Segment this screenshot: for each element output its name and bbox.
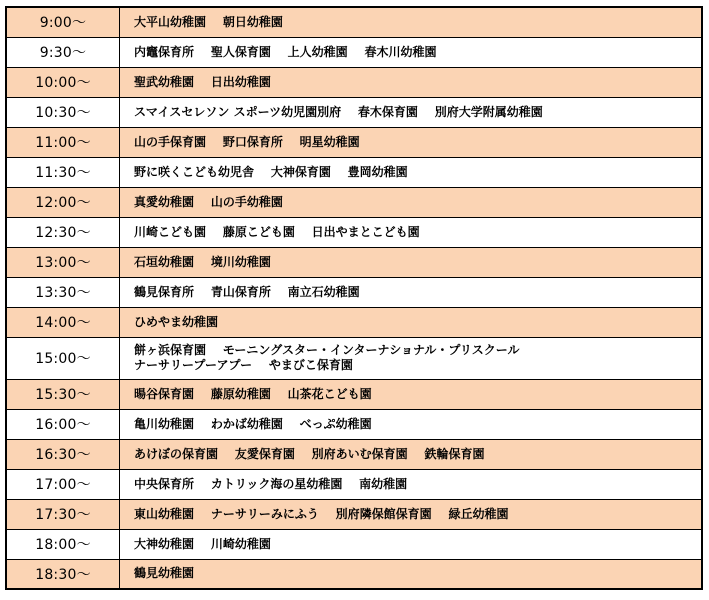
facility-name: 内竈保育所: [134, 44, 195, 59]
schedule-row: [6, 217, 702, 247]
facility-name: カトリック海の星幼稚園: [210, 476, 343, 491]
schedule-row: [6, 529, 702, 559]
facility-line: [134, 507, 701, 522]
facility-line: [134, 195, 701, 210]
schedule-row: [6, 97, 702, 127]
facility-line: [134, 15, 701, 30]
time-slot: 11:00～: [6, 127, 120, 157]
facility-line: [134, 165, 701, 180]
facility-name: わかば幼稚園: [210, 416, 283, 431]
facility-name: ナーサリーみにふう: [210, 506, 319, 521]
facility-name: 藤原こども園: [222, 224, 295, 239]
facility-list: [120, 217, 703, 247]
facility-list: [120, 157, 703, 187]
facility-name: 日出やまとこども園: [311, 224, 420, 239]
facility-list: [120, 499, 703, 529]
facility-line: [134, 225, 701, 240]
time-slot: 14:00～: [6, 307, 120, 337]
facility-line: [134, 315, 701, 330]
facility-name: 朝日幼稚園: [222, 14, 283, 29]
facility-name: 大神幼稚園: [134, 536, 195, 551]
time-slot: 9:00～: [6, 7, 120, 37]
time-slot: 15:00～: [6, 337, 120, 379]
facility-name: 野に咲くこども幼児舎: [134, 164, 255, 179]
facility-name: 別府大学附属幼稚園: [434, 104, 543, 119]
facility-line: [134, 477, 701, 492]
time-slot: 12:00～: [6, 187, 120, 217]
facility-name: 野口保育所: [222, 134, 283, 149]
schedule-table: [5, 6, 703, 590]
facility-name: 石垣幼稚園: [134, 254, 195, 269]
facility-name: 山の手幼稚園: [210, 194, 283, 209]
facility-line: [134, 447, 701, 462]
time-slot: 12:30～: [6, 217, 120, 247]
facility-list: [120, 409, 703, 439]
facility-name: 東山幼稚園: [134, 506, 195, 521]
facility-line: [134, 387, 701, 402]
facility-list: [120, 67, 703, 97]
facility-name: 鶴見幼稚園: [134, 566, 195, 581]
facility-name: 春木保育園: [357, 104, 418, 119]
facility-name: 藤原幼稚園: [210, 386, 271, 401]
facility-name: 聖人保育園: [210, 44, 271, 59]
facility-name: べっぷ幼稚園: [299, 416, 372, 431]
facility-line: [134, 285, 701, 300]
facility-list: [120, 277, 703, 307]
schedule-row: [6, 379, 702, 409]
facility-name: 聖武幼稚園: [134, 74, 195, 89]
facility-list: [120, 247, 703, 277]
facility-list: [120, 379, 703, 409]
schedule-table-body: [6, 7, 702, 589]
facility-line: [134, 75, 701, 90]
facility-name: 鉄輪保育園: [424, 446, 485, 461]
facility-line: [134, 343, 701, 358]
schedule-row: [6, 409, 702, 439]
schedule-row: [6, 307, 702, 337]
facility-list: [120, 7, 703, 37]
facility-name: 明星幼稚園: [299, 134, 360, 149]
facility-list: [120, 469, 703, 499]
facility-name: 友愛保育園: [234, 446, 295, 461]
time-slot: 10:30～: [6, 97, 120, 127]
facility-line: [134, 255, 701, 270]
time-slot: 13:30～: [6, 277, 120, 307]
schedule-row: [6, 277, 702, 307]
facility-line: [134, 45, 701, 60]
facility-line: [134, 358, 701, 373]
facility-line: [134, 105, 701, 120]
facility-name: 日出幼稚園: [210, 74, 271, 89]
schedule-row: [6, 499, 702, 529]
schedule-row: [6, 127, 702, 157]
schedule-row: [6, 439, 702, 469]
facility-list: [120, 439, 703, 469]
facility-name: モーニングスター・インターナショナル・プリスクール: [222, 343, 520, 357]
facility-name: 暘谷保育園: [134, 386, 195, 401]
facility-line: [134, 537, 701, 552]
schedule-row: [6, 157, 702, 187]
facility-line: [134, 417, 701, 432]
facility-line: [134, 135, 701, 150]
facility-name: 中央保育所: [134, 476, 195, 491]
facility-name: スマイスセレソン スポーツ幼児園別府: [134, 104, 342, 119]
facility-list: [120, 187, 703, 217]
time-slot: 17:00～: [6, 469, 120, 499]
time-slot: 18:30～: [6, 559, 120, 589]
time-slot: 9:30～: [6, 37, 120, 67]
facility-name: 別府隣保館保育園: [335, 506, 432, 521]
facility-name: 大平山幼稚園: [134, 14, 207, 29]
schedule-row: [6, 7, 702, 37]
schedule-row: [6, 337, 702, 379]
facility-name: 別府あいむ保育園: [311, 446, 408, 461]
schedule-row: [6, 37, 702, 67]
facility-name: 山の手保育園: [134, 134, 207, 149]
facility-list: [120, 559, 703, 589]
facility-name: ひめやま幼稚園: [134, 314, 219, 329]
time-slot: 16:30～: [6, 439, 120, 469]
time-slot: 11:30～: [6, 157, 120, 187]
facility-name: あけぼの保育園: [134, 446, 219, 461]
facility-name: 境川幼稚園: [210, 254, 271, 269]
time-slot: 17:30～: [6, 499, 120, 529]
facility-name: 川崎幼稚園: [210, 536, 271, 551]
facility-list: [120, 307, 703, 337]
facility-name: やまびこ保育園: [268, 358, 353, 372]
facility-name: 南幼稚園: [359, 476, 408, 491]
facility-name: 緑丘幼稚園: [448, 506, 509, 521]
facility-name: 亀川幼稚園: [134, 416, 195, 431]
facility-list: [120, 37, 703, 67]
time-slot: 10:00～: [6, 67, 120, 97]
facility-name: 豊岡幼稚園: [347, 164, 408, 179]
facility-name: 餅ヶ浜保育園: [134, 343, 207, 357]
facility-name: 川崎こども園: [134, 224, 207, 239]
facility-line: [134, 566, 701, 581]
time-slot: 13:00～: [6, 247, 120, 277]
schedule-row: [6, 469, 702, 499]
facility-name: 山茶花こども園: [287, 386, 372, 401]
time-slot: 18:00～: [6, 529, 120, 559]
schedule-row: [6, 559, 702, 589]
schedule-row: [6, 187, 702, 217]
facility-name: 鶴見保育所: [134, 284, 195, 299]
facility-list: [120, 97, 703, 127]
time-slot: 16:00～: [6, 409, 120, 439]
schedule-row: [6, 247, 702, 277]
facility-list: [120, 337, 703, 379]
facility-name: ナーサリープーアプー: [134, 358, 253, 372]
facility-name: 南立石幼稚園: [287, 284, 360, 299]
facility-name: 真愛幼稚園: [134, 194, 195, 209]
facility-list: [120, 127, 703, 157]
schedule-row: [6, 67, 702, 97]
facility-name: 上人幼稚園: [287, 44, 348, 59]
facility-name: 春木川幼稚園: [364, 44, 437, 59]
time-slot: 15:30～: [6, 379, 120, 409]
facility-name: 青山保育所: [210, 284, 271, 299]
facility-name: 大神保育園: [270, 164, 331, 179]
facility-list: [120, 529, 703, 559]
